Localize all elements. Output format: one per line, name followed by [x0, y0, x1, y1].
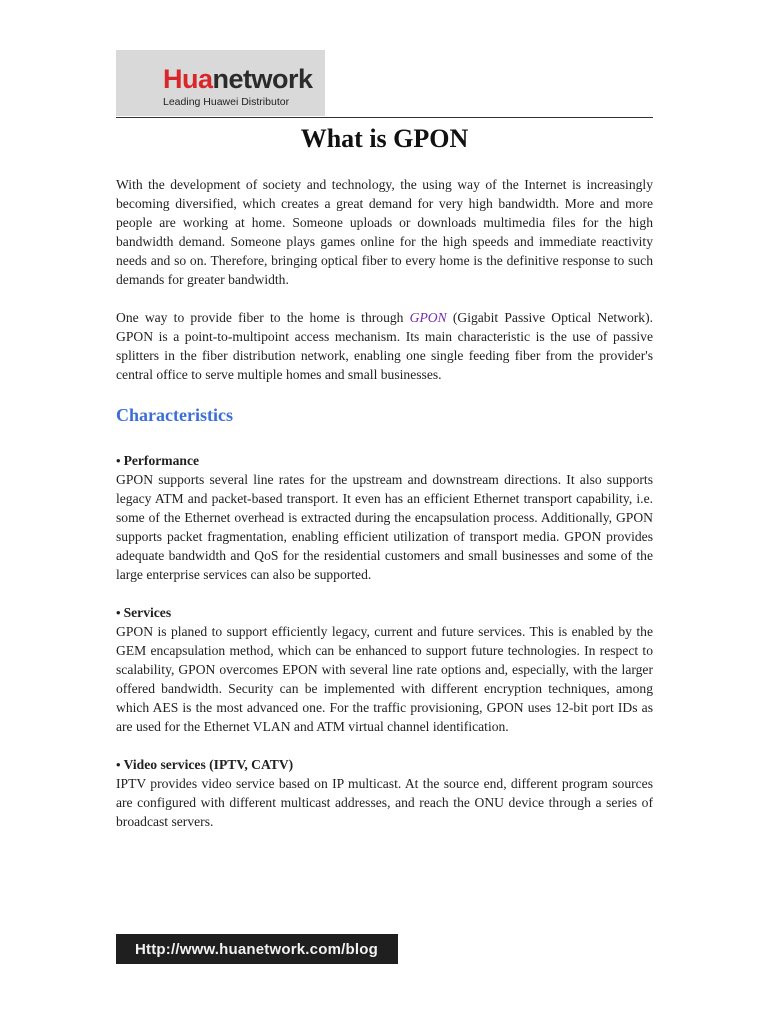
performance-heading-text: Performance [123, 453, 200, 468]
paragraph-gap [116, 736, 653, 755]
performance-heading [116, 451, 653, 470]
footer-url-banner[interactable] [116, 934, 398, 964]
services-body: GPON is planed to support efficiently legacy, current and future services. This is enabled by the GEM encapsulation method, which can be enhanced to support future technologies. In respect to scalability, GPON overcomes EPON with several line rate options and, especially, with the larger offered bandwidth. Security can be implemented with different encryption techniques, among which AES is the most advanced one. For the traffic provisioning, GPON uses 12-bit port IDs as are used for the Ethernet VLAN and ATM virtual channel identification. [116, 624, 653, 734]
article-body [116, 175, 653, 831]
services-heading [116, 603, 653, 622]
logo-wordmark [163, 66, 313, 93]
services-heading-text: Services [123, 605, 172, 620]
bullet-icon: • [116, 453, 121, 468]
paragraph-gap [116, 289, 653, 308]
logo-banner [116, 50, 325, 116]
video-body: IPTV provides video service based on IP multicast. At the source end, different program sources are configured with different multicast addresses, and reach the ONU device through a series of broadcast servers. [116, 776, 653, 829]
logo-part-hua: Hua [163, 64, 213, 94]
performance-body: GPON supports several line rates for the upstream and downstream directions. It also supports legacy ATM and packet-based transport. It even has an efficient Ethernet transport capability, i.e. some of the Ethernet overhead is extracted during the encapsulation process. Additionally, GPON supports packet fragmentation, enabling efficient utilization of transport media. GPON provides adequate bandwidth and QoS for the residential customers and small businesses and some of the large enterprise services can also be supported. [116, 472, 653, 582]
bullet-icon: • [116, 605, 121, 620]
video-heading-text: Video services (IPTV, CATV) [123, 757, 294, 772]
gpon-link[interactable]: GPON [409, 310, 447, 325]
page-title: What is GPON [300, 124, 469, 153]
paragraph-gap [116, 584, 653, 603]
characteristics-heading: Characteristics [116, 405, 233, 425]
intro-paragraph-1: With the development of society and technology, the using way of the Internet is increasingly becoming diversified, which creates a great demand for very high bandwidth. More and more people are working at home. Someone uploads or downloads multimedia files for the high bandwidth demand. Someone plays games online for the high speeds and immediate reactivity needs and so on. Therefore, bringing optical fiber to every home is the definitive response to such demands for greater bandwidth. [116, 177, 653, 287]
logo-part-network: network [212, 64, 313, 94]
header-divider [116, 117, 653, 118]
logo-tagline: Leading Huawei Distributor [163, 96, 290, 108]
video-heading [116, 755, 653, 774]
intro-p2-rest: (Gigabit Passive Optical Network). GPON is a point-to-multipoint access mechanism. Its main characteristic is the use of passive splitters in the fiber distribution network, enabling one single feeding fiber from the provider's central office to serve multiple homes and small businesses. [116, 310, 653, 382]
footer-url[interactable]: Http://www.huanetwork.com/blog [135, 941, 378, 958]
bullet-icon: • [116, 757, 121, 772]
intro-paragraph-2 [116, 308, 653, 384]
intro-p2-lead: One way to provide fiber to the home is through [116, 310, 410, 325]
